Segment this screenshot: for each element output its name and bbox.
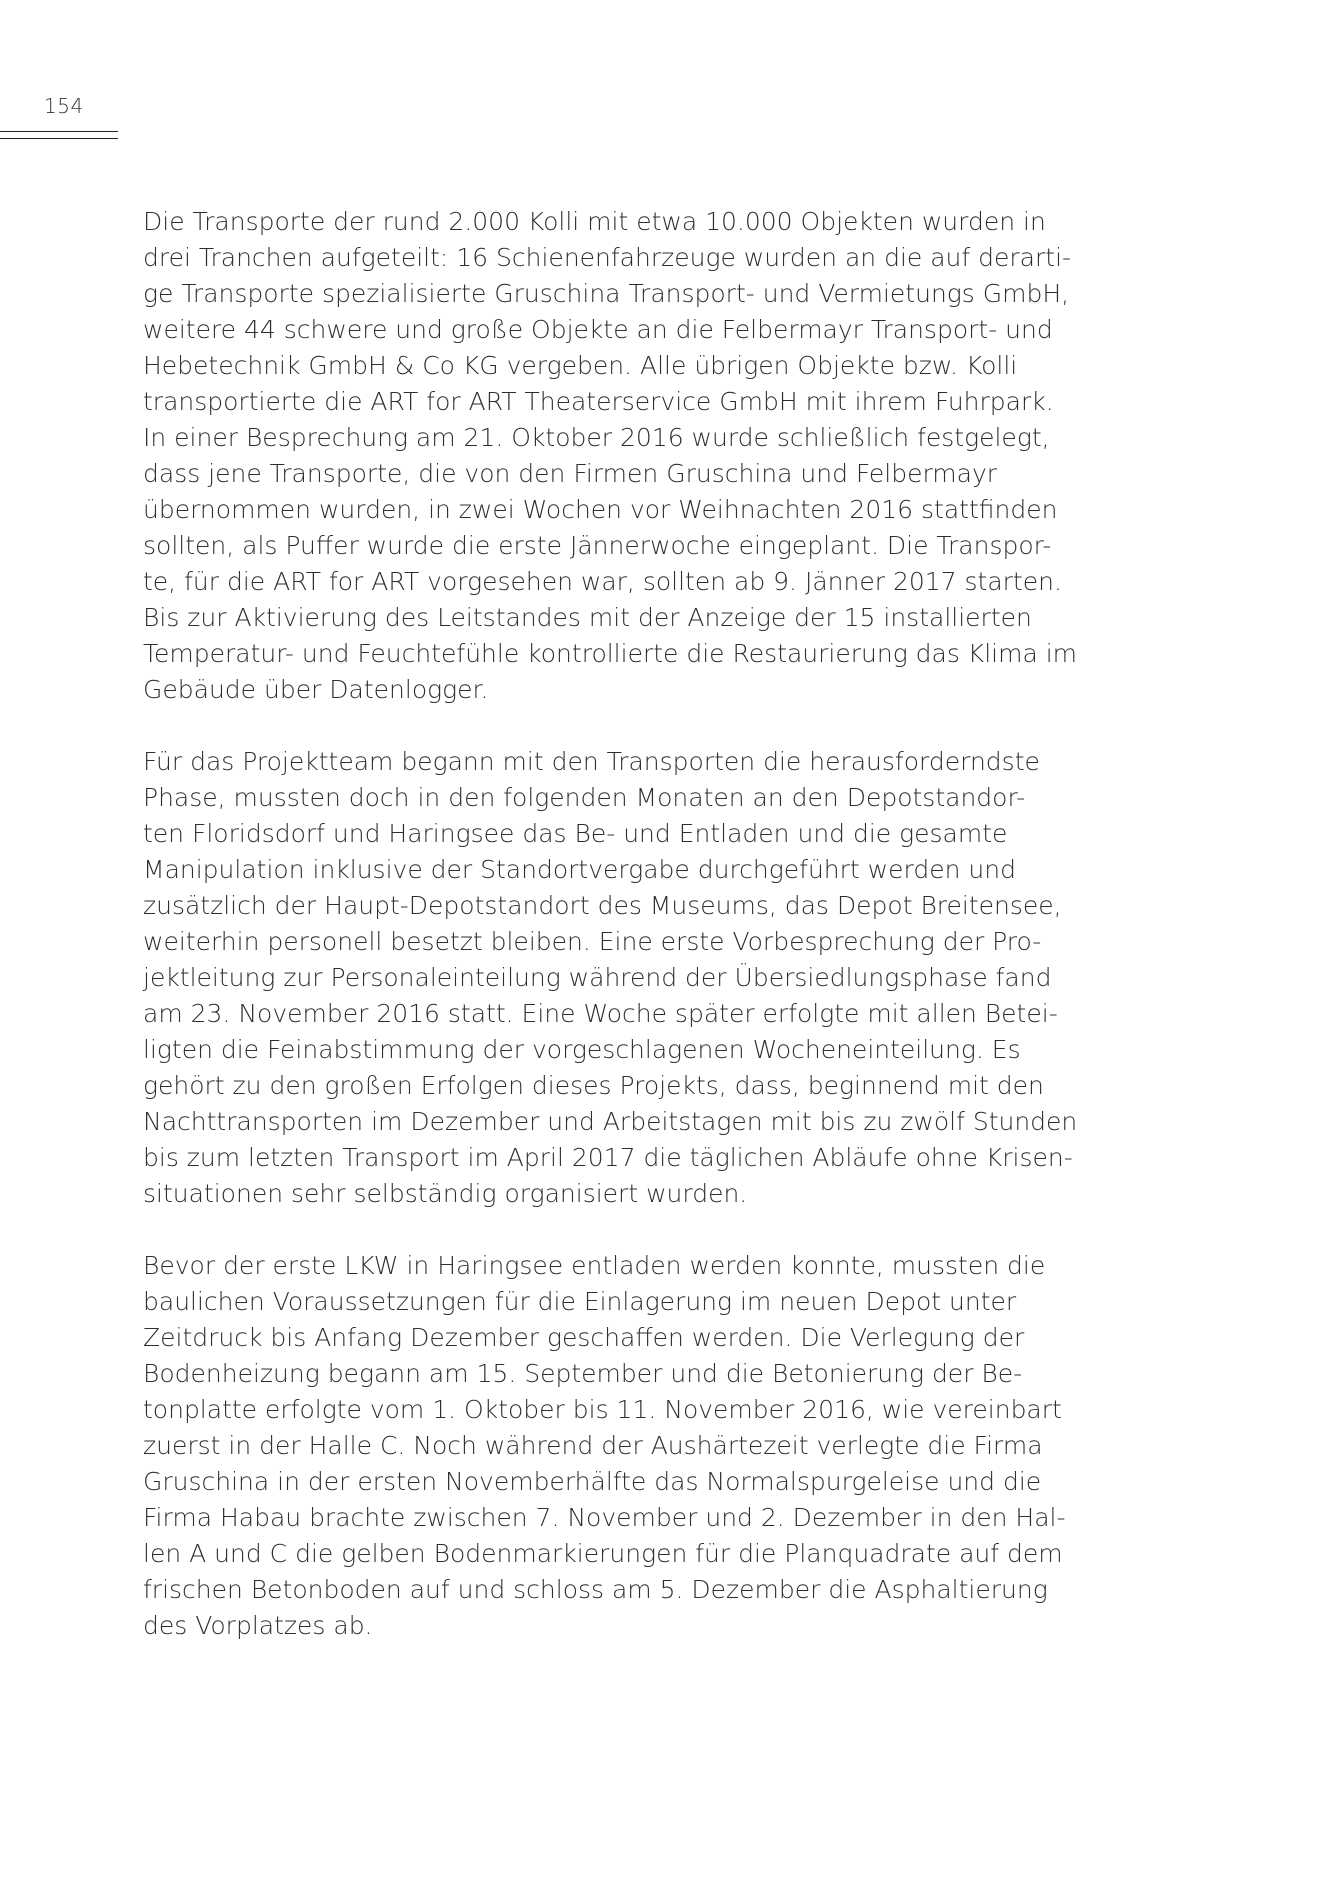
text-line: Zeitdruck bis Anfang Dezember geschaffen werden. Die Verlegung der bbox=[143, 1323, 1025, 1352]
text-line: Bodenheizung begann am 15. September und die Betonierung der Be- bbox=[143, 1359, 1023, 1388]
text-line: übernommen wurden, in zwei Wochen vor Weihnachten 2016 stattfinden bbox=[143, 495, 1058, 524]
text-line: Bevor der erste LKW in Haringsee entladen werden konnte, mussten die bbox=[143, 1251, 1046, 1280]
text-line: zuerst in der Halle C. Noch während der Aushärtezeit verlegte die Firma bbox=[143, 1431, 1043, 1460]
paragraph-1 bbox=[143, 204, 1078, 708]
text-line: Die Transporte der rund 2.000 Kolli mit etwa 10.000 Objekten wurden in bbox=[143, 207, 1046, 236]
text-line: Firma Habau brachte zwischen 7. November und 2. Dezember in den Hal- bbox=[143, 1503, 1066, 1532]
text-line: Phase, mussten doch in den folgenden Monaten an den Depotstandor- bbox=[143, 783, 1026, 812]
text-line: jektleitung zur Personaleinteilung während der Übersiedlungsphase fand bbox=[143, 963, 1052, 992]
text-line: Nachttransporten im Dezember und Arbeitstagen mit bis zu zwölf Stunden bbox=[143, 1107, 1078, 1136]
text-line: Gruschina in der ersten Novemberhälfte das Normalspurgeleise und die bbox=[143, 1467, 1042, 1496]
body-text bbox=[143, 204, 1078, 1680]
text-line: Bis zur Aktivierung des Leitstandes mit der Anzeige der 15 installierten bbox=[143, 603, 1032, 632]
text-line: In einer Besprechung am 21. Oktober 2016 wurde schließlich festgelegt, bbox=[143, 423, 1050, 452]
text-line: situationen sehr selbständig organisiert wurden. bbox=[143, 1179, 748, 1208]
text-line: Gebäude über Datenlogger. bbox=[143, 675, 489, 704]
text-line: weiterhin personell besetzt bleiben. Eine erste Vorbesprechung der Pro- bbox=[143, 927, 1042, 956]
text-line: weitere 44 schwere und große Objekte an die Felbermayr Transport- und bbox=[143, 315, 1053, 344]
text-line: tonplatte erfolgte vom 1. Oktober bis 11. November 2016, wie vereinbart bbox=[143, 1395, 1062, 1424]
paragraph-2 bbox=[143, 744, 1078, 1212]
text-line: bis zum letzten Transport im April 2017 die täglichen Abläufe ohne Krisen- bbox=[143, 1143, 1073, 1172]
text-line: Temperatur- und Feuchtefühle kontrollierte die Restaurierung das Klima im bbox=[143, 639, 1078, 668]
text-line: Manipulation inklusive der Standortvergabe durchgeführt werden und bbox=[143, 855, 1016, 884]
text-line: frischen Betonboden auf und schloss am 5. Dezember die Asphaltierung bbox=[143, 1575, 1048, 1604]
text-line: ge Transporte spezialisierte Gruschina Transport- und Vermietungs GmbH, bbox=[143, 279, 1070, 308]
text-line: Für das Projektteam begann mit den Transporten die herausforderndste bbox=[143, 747, 1040, 776]
text-line: dass jene Transporte, die von den Firmen Gruschina und Felbermayr bbox=[143, 459, 998, 488]
text-line: ligten die Feinabstimmung der vorgeschlagenen Wocheneinteilung. Es bbox=[143, 1035, 1021, 1064]
header-rule bbox=[0, 131, 118, 139]
text-line: sollten, als Puffer wurde die erste Jännerwoche eingeplant. Die Transpor- bbox=[143, 531, 1052, 560]
text-line: zusätzlich der Haupt-Depotstandort des Museums, das Depot Breitensee, bbox=[143, 891, 1062, 920]
text-line: gehört zu den großen Erfolgen dieses Projekts, dass, beginnend mit den bbox=[143, 1071, 1044, 1100]
text-line: drei Tranchen aufgeteilt: 16 Schienenfahrzeuge wurden an die auf derarti- bbox=[143, 243, 1072, 272]
text-line: ten Floridsdorf und Haringsee das Be- und Entladen und die gesamte bbox=[143, 819, 1008, 848]
text-line: te, für die ART for ART vorgesehen war, sollten ab 9. Jänner 2017 starten. bbox=[143, 567, 1062, 596]
text-line: am 23. November 2016 statt. Eine Woche später erfolgte mit allen Betei- bbox=[143, 999, 1058, 1028]
text-line: len A und C die gelben Bodenmarkierungen für die Planquadrate auf dem bbox=[143, 1539, 1063, 1568]
text-line: baulichen Voraussetzungen für die Einlagerung im neuen Depot unter bbox=[143, 1287, 1017, 1316]
text-line: transportierte die ART for ART Theaterservice GmbH mit ihrem Fuhrpark. bbox=[143, 387, 1054, 416]
paragraph-3 bbox=[143, 1248, 1066, 1644]
text-line: des Vorplatzes ab. bbox=[143, 1611, 373, 1640]
page-number: 154 bbox=[44, 94, 84, 118]
text-line: Hebetechnik GmbH & Co KG vergeben. Alle übrigen Objekte bzw. Kolli bbox=[143, 351, 1018, 380]
